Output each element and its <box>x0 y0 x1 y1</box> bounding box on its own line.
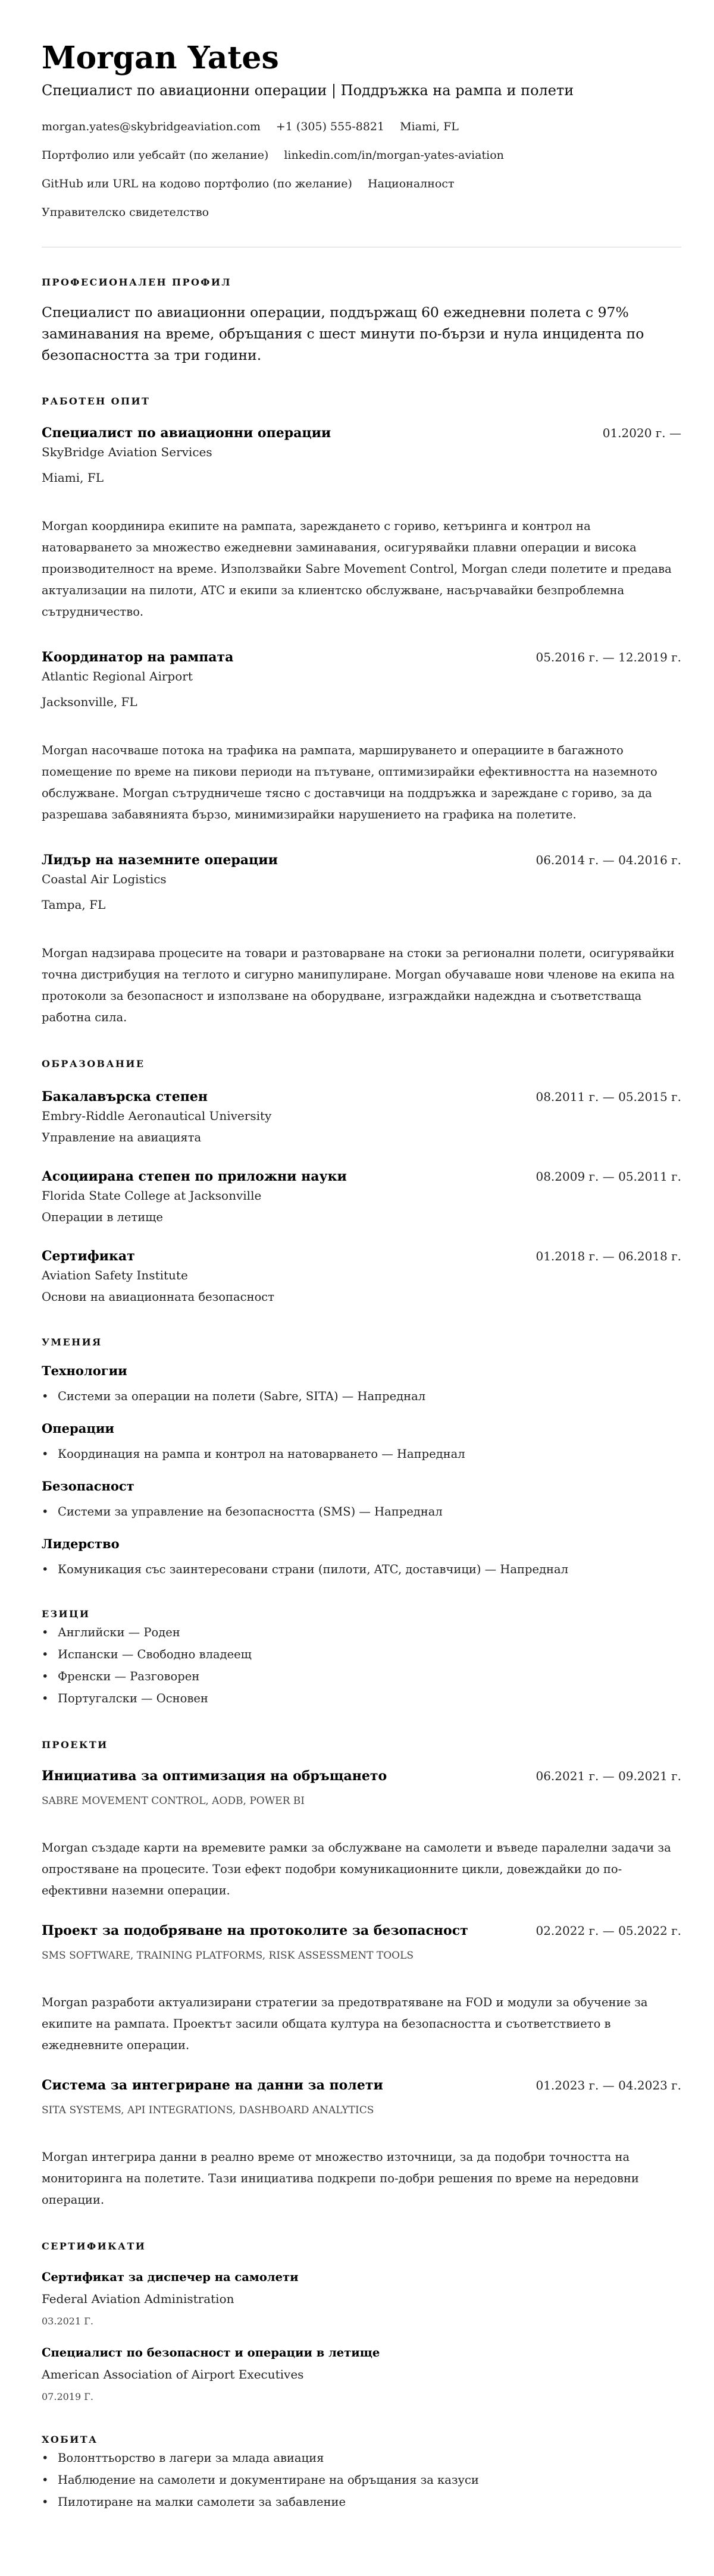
project-header <box>42 1921 681 1940</box>
section-heading: ПРОЕКТИ <box>42 1739 108 1750</box>
job-description: Morgan насочваше потока на трафика на рампата, маршируването и операциите в багажното помещение по време на пикови периоди на пътуване, оптимизирайки ефективността на наземното обслужване. Morgan сътрудничеше тясно с доставчици на поддръжка и зареждане с гориво, за да разрешава забавянията бързо, минимизирайки нарушението на графика на полетите. <box>42 743 657 821</box>
education-header <box>42 1247 681 1266</box>
skill-group-heading: Безопасност <box>42 1479 134 1493</box>
project-header <box>42 1767 681 1786</box>
education-dates: 01.2018 г. — 06.2018 г. <box>536 1249 681 1263</box>
project-description: Morgan създаде карти на времевите рамки за обслужване на самолети и въведе паралелни задачи за опростяване на процесите. Този ефект подобри комуникационните цикли, довеждайки до по-ефективни наземни операции. <box>42 1841 671 1897</box>
resume-header <box>42 40 681 227</box>
project-entry <box>42 1767 681 1902</box>
section-heading: ХОБИТА <box>42 2434 98 2445</box>
contact-line <box>42 170 681 198</box>
skill-group <box>42 1420 681 1463</box>
driving-license: Управителско свидетелство <box>42 206 209 219</box>
field-of-study: Управление на авиацията <box>42 1131 202 1144</box>
project-dates: 06.2021 г. — 09.2021 г. <box>536 1769 681 1783</box>
project-description: Morgan интегрира данни в реално време от множество източници, за да подобри точността на мониторинга на полетите. Тази инициатива подкрепи по-добри решения по време на нередовни операции. <box>42 2150 639 2207</box>
job-dates: 05.2016 г. — 12.2019 г. <box>536 650 681 664</box>
project-title: Инициатива за оптимизация на обръщането <box>42 1768 387 1784</box>
profile-section <box>42 275 681 366</box>
language-item: • Френски — Разговорен <box>42 1665 681 1687</box>
certification-date: 07.2019 Г. <box>42 2391 93 2402</box>
education-dates: 08.2011 г. — 05.2015 г. <box>536 1090 681 1104</box>
skill-item: • Системи за управление на безопасността (SMS) — Напреднал <box>42 1503 681 1521</box>
skill-list <box>42 1561 681 1579</box>
project-dates: 01.2023 г. — 04.2023 г. <box>536 2078 681 2092</box>
languages-section <box>42 1607 681 1709</box>
skills-section <box>42 1335 681 1579</box>
job-entry <box>42 423 681 623</box>
education-entry <box>42 1087 681 1147</box>
certification-issuer: American Association of Airport Executives <box>42 2367 304 2382</box>
section-heading: ЕЗИЦИ <box>42 1608 90 1620</box>
degree: Бакалавърска степен <box>42 1089 208 1105</box>
degree: Сертификат <box>42 1248 135 1264</box>
job-description: Morgan надзирава процесите на товари и разтоварване на стоки за регионални полети, осигурявайки точна дистрибуция на теглото и сигурно манипулиране. Morgan обучаваше нови членове на екипа на протоколи за безопасност и използване на оборудване, изграждайки надеждна и съответстваща работна сила. <box>42 946 675 1024</box>
contact-line <box>42 141 681 170</box>
education-header <box>42 1087 681 1106</box>
field-of-study: Основи на авиационната безопасност <box>42 1290 275 1304</box>
candidate-name: Morgan Yates <box>42 40 279 76</box>
skill-group <box>42 1535 681 1579</box>
section-heading: УМЕНИЯ <box>42 1336 102 1348</box>
job-title: Координатор на рампата <box>42 650 234 665</box>
skill-list <box>42 1388 681 1405</box>
degree: Асоциирана степен по приложни науки <box>42 1169 347 1184</box>
education-section <box>42 1057 681 1307</box>
project-entry <box>42 2076 681 2211</box>
projects-section <box>42 1738 681 2211</box>
skill-group <box>42 1362 681 1405</box>
skill-group-heading: Технологии <box>42 1363 127 1378</box>
certification-entry <box>42 2344 681 2404</box>
certification-issuer: Federal Aviation Administration <box>42 2292 234 2306</box>
job-header <box>42 423 681 443</box>
language-item: • Испански — Свободно владеещ <box>42 1643 681 1665</box>
certification-title: Специалист по безопасност и операции в летище <box>42 2346 380 2359</box>
language-item: • Английски — Роден <box>42 1621 681 1643</box>
certification-date: 03.2021 Г. <box>42 2315 93 2327</box>
institution: Aviation Safety Institute <box>42 1268 188 1282</box>
project-title: Проект за подобряване на протоколите за безопасност <box>42 1923 468 1938</box>
education-dates: 08.2009 г. — 05.2011 г. <box>536 1169 681 1184</box>
hobby-item: • Волонттьорство в лагери за млада авиация <box>42 2447 681 2469</box>
job-entry <box>42 648 681 826</box>
education-entry <box>42 1167 681 1227</box>
job-header <box>42 851 681 870</box>
skill-item: • Системи за операции на полети (Sabre, SITA) — Напреднал <box>42 1388 681 1405</box>
job-dates: 01.2020 г. — <box>602 426 681 440</box>
job-entry <box>42 851 681 1028</box>
section-heading: СЕРТИФИКАТИ <box>42 2241 146 2252</box>
education-entry <box>42 1247 681 1307</box>
contact-line <box>42 112 681 141</box>
skill-group-heading: Лидерство <box>42 1536 120 1551</box>
linkedin-link[interactable]: linkedin.com/in/morgan-yates-aviation <box>284 149 504 162</box>
job-title: Специалист по авиационни операции <box>42 425 331 441</box>
project-technologies: SABRE MOVEMENT CONTROL, AODB, POWER BI <box>42 1795 305 1807</box>
location: Miami, FL <box>400 120 459 133</box>
job-header <box>42 648 681 667</box>
language-item: • Португалски — Основен <box>42 1687 681 1709</box>
skill-list <box>42 1445 681 1463</box>
section-heading: РАБОТЕН ОПИТ <box>42 396 151 407</box>
skill-group-heading: Операции <box>42 1421 114 1436</box>
contact-info <box>42 112 681 227</box>
github-link[interactable]: GitHub или URL на кодово портфолио (по желание) <box>42 177 352 190</box>
company-name: SkyBridge Aviation Services <box>42 445 212 459</box>
profile-summary: Специалист по авиационни операции, поддържащ 60 ежедневни полета с 97% заминавания на време, обръщания с шест минути по-бързи и нула инцидента по безопасността за три години. <box>42 304 644 363</box>
email-link[interactable]: morgan.yates@skybridgeaviation.com <box>42 120 261 133</box>
institution: Florida State College at Jacksonville <box>42 1188 262 1203</box>
certifications-section <box>42 2239 681 2404</box>
project-description: Morgan разработи актуализирани стратегии за предотвратяване на FOD и модули за обучение за екипите на рампата. Проектът засили общата култура на безопасността и съответствието в ежедневните операции. <box>42 1995 648 2052</box>
institution: Embry-Riddle Aeronautical University <box>42 1109 272 1123</box>
project-header <box>42 2076 681 2095</box>
certification-entry <box>42 2268 681 2329</box>
hobbies-section <box>42 2433 681 2513</box>
certification-title: Сертификат за диспечер на самолети <box>42 2270 299 2284</box>
project-dates: 02.2022 г. — 05.2022 г. <box>536 1924 681 1938</box>
job-dates: 06.2014 г. — 04.2016 г. <box>536 853 681 867</box>
experience-section <box>42 394 681 1028</box>
nationality: Националност <box>367 177 455 190</box>
company-name: Coastal Air Logistics <box>42 872 167 886</box>
candidate-headline: Специалист по авиационни операции | Поддръжка на рампа и полети <box>42 82 574 99</box>
hobby-item: • Наблюдение на самолети и документиране на обръщания за казуси <box>42 2469 681 2491</box>
skill-item: • Комуникация със заинтересовани страни (пилоти, ATC, доставчици) — Напреднал <box>42 1561 681 1579</box>
job-title: Лидър на наземните операции <box>42 852 278 868</box>
project-technologies: SMS SOFTWARE, TRAINING PLATFORMS, RISK ASSESSMENT TOOLS <box>42 1950 414 1962</box>
section-heading: ПРОФЕСИОНАЛЕН ПРОФИЛ <box>42 277 231 288</box>
education-header <box>42 1167 681 1186</box>
skill-list <box>42 1503 681 1521</box>
job-location: Jacksonville, FL <box>42 695 137 709</box>
job-description: Morgan координира екипите на рампата, зареждането с гориво, кетъринга и контрол на натоварването за множество ежедневни заминавания, осигурявайки плавни операции и висока производителност на време. Използвайки Sabre Movement Control, Morgan следи полетите и предава актуализации на пилоти, ATC и екипи за клиентско обслужване, насърчавайки безпроблемна сътрудничество. <box>42 519 672 619</box>
skill-item: • Координация на рампа и контрол на натоварването — Напреднал <box>42 1445 681 1463</box>
company-name: Atlantic Regional Airport <box>42 669 193 683</box>
field-of-study: Операции в летище <box>42 1210 163 1224</box>
job-location: Tampa, FL <box>42 898 106 912</box>
section-heading: ОБРАЗОВАНИЕ <box>42 1058 145 1069</box>
project-technologies: SITA SYSTEMS, API INTEGRATIONS, DASHBOARD ANALYTICS <box>42 2104 374 2116</box>
project-title: Система за интегриране на данни за полети <box>42 2078 383 2093</box>
portfolio-link[interactable]: Портфолио или уебсайт (по желание) <box>42 149 269 162</box>
contact-line <box>42 198 681 227</box>
skill-group <box>42 1477 681 1521</box>
job-location: Miami, FL <box>42 470 104 485</box>
hobby-item: • Пилотиране на малки самолети за забавление <box>42 2491 681 2513</box>
phone: +1 (305) 555-8821 <box>275 120 385 133</box>
project-entry <box>42 1921 681 2056</box>
